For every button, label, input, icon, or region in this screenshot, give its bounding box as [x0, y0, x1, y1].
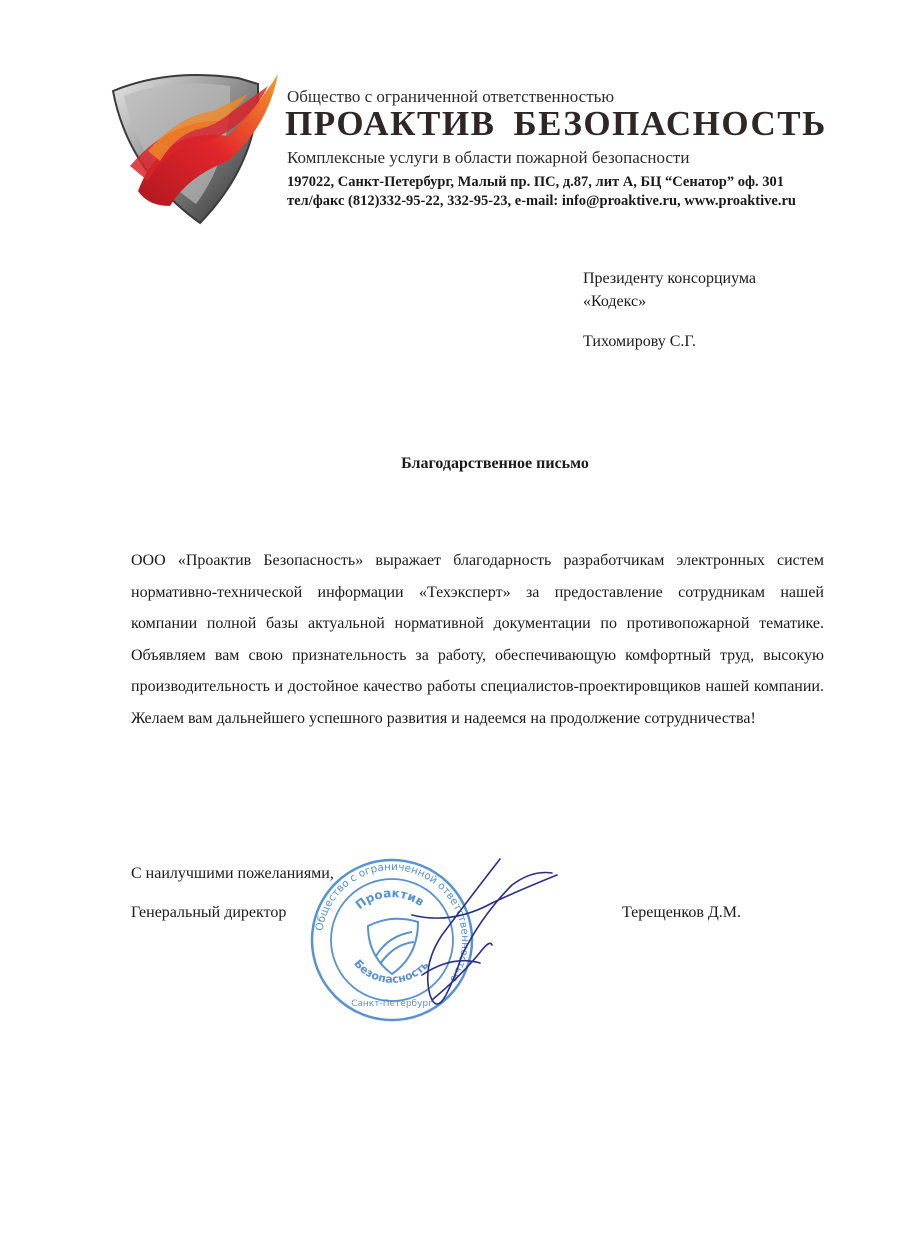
org-type-text: Общество с ограниченной ответственностью	[287, 87, 615, 106]
signer-position: Генеральный директор	[131, 904, 287, 921]
letter-title: Благодарственное письмо	[401, 455, 589, 472]
shield-flame-logo-icon	[108, 66, 283, 226]
addressee-line-2: «Кодекс»	[583, 293, 647, 310]
services-text: Комплексные услуги в области пожарной безопасности	[287, 148, 690, 167]
letter-body: ООО «Проактив Безопасность» выражает благодарность разработчикам электронных систем нормативно-технической информации «Техэксперт» за предоставление сотрудникам нашей компании полной базы актуальной нормативной документации по противопожарной тематике. Объявляем вам свою признательность за работу, обеспечивающую комфортный труд, высокую производительность и достойное качество работы специалистов-проектировщиков нашей компании. Желаем вам дальнейшего успешного развития и надеемся на продолжение сотрудничества!	[131, 552, 824, 727]
company-address: 197022, Санкт-Петербург, Малый пр. ПС, д.87, лит А, БЦ “Сенатор” оф. 301	[287, 174, 784, 190]
company-name-word-2: БЕЗОПАСНОСТЬ	[513, 104, 827, 143]
addressee-line-1: Президенту консорциума	[583, 270, 756, 287]
handwritten-signature-icon	[392, 855, 562, 1020]
company-name	[285, 104, 827, 144]
seal-inner-bottom-text: Безопасность	[351, 957, 432, 986]
addressee-name: Тихомирову С.Г.	[583, 333, 696, 350]
seal-outer-text: Общество с ограниченной ответственностью	[313, 860, 472, 985]
signer-name: Терещенков Д.М.	[622, 904, 742, 921]
closing-text: С наилучшими пожеланиями,	[131, 865, 334, 882]
seal-city-text: Санкт-Петербург	[351, 999, 433, 1009]
company-contacts: тел/факс (812)332-95-22, 332-95-23, e-mail: info@proaktive.ru, www.proaktive.ru	[287, 193, 796, 209]
seal-inner-top-text: Проактив	[352, 886, 427, 913]
company-name-word-1: ПРОАКТИВ	[285, 104, 496, 143]
